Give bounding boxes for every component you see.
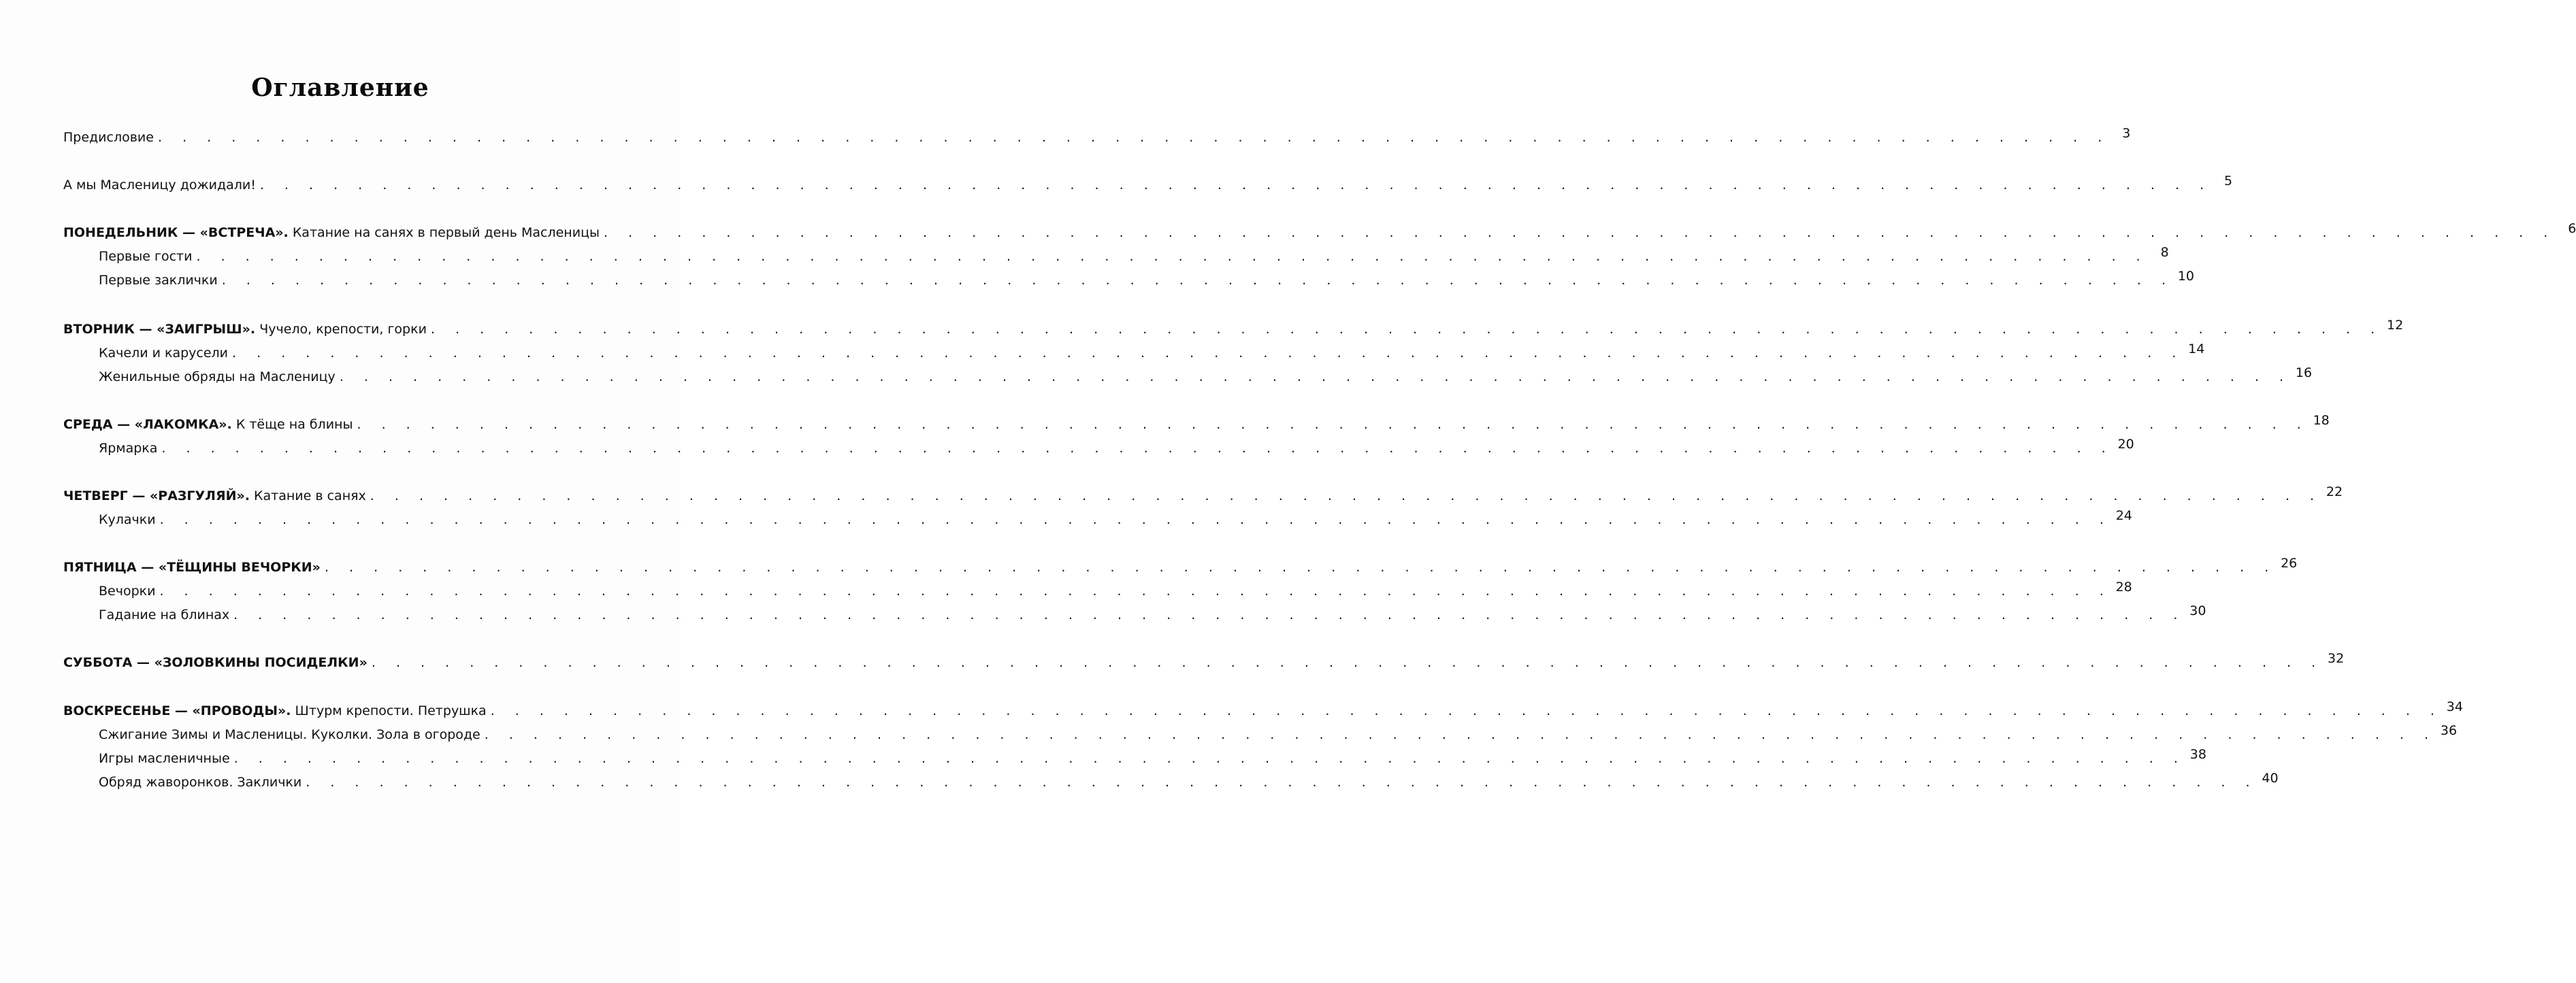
toc-entry-subtitle: К тёще на блины <box>231 417 353 432</box>
toc-entry-title <box>99 272 222 288</box>
toc-page-number: 10 <box>2177 269 2195 284</box>
toc-page-number: 8 <box>2160 245 2169 260</box>
toc-page-number: 28 <box>2115 580 2132 595</box>
toc-page-number: 14 <box>2188 341 2205 356</box>
dot-leader: . . . . . . . . . . . . . . . . . . . . . . . . . . . . . . . . . . . . . . . . . . . . . . . . . . . . . . . . . . . . . . . . . . . . . . . . . . . . . . . . <box>604 225 2556 240</box>
toc-entry-heading: ПОНЕДЕЛЬНИК — «ВСТРЕЧА». <box>63 225 289 240</box>
toc-entry[interactable] <box>63 317 2404 337</box>
toc-page-number: 32 <box>2327 651 2345 666</box>
toc-page-number: 6 <box>2568 221 2576 236</box>
toc-entry-subtitle: Катание на санях в первый день Масленицы <box>288 225 600 240</box>
toc-entry[interactable] <box>63 220 2576 241</box>
toc-page-number: 22 <box>2326 484 2343 499</box>
toc-entry-heading: СУББОТА — «ЗОЛОВКИНЫ ПОСИДЕЛКИ» <box>63 655 368 670</box>
toc-entry[interactable] <box>99 268 2195 288</box>
dot-leader: . . . . . . . . . . . . . . . . . . . . . . . . . . . . . . . . . . . . . . . . . . . . . . . . . . . . . . . . . . . . . . . . . . . . . . . . . . . . . . . . <box>221 273 2174 288</box>
toc-entry[interactable] <box>63 125 2131 146</box>
dot-leader: . . . . . . . . . . . . . . . . . . . . . . . . . . . . . . . . . . . . . . . . . . . . . . . . . . . . . . . . . . . . . . . . . . . . . . . . . . . . . . . . <box>484 727 2437 742</box>
toc-entry-heading: Первые заклички <box>99 273 218 288</box>
toc-entry-heading: Первые гости <box>99 249 193 264</box>
toc-entry-title <box>99 583 159 599</box>
toc-entry-title <box>63 488 370 504</box>
toc-entry[interactable] <box>99 507 2132 528</box>
toc-entry-subtitle: Штурм крепости. Петрушка <box>291 703 487 718</box>
dot-leader: . . . . . . . . . . . . . . . . . . . . . . . . . . . . . . . . . . . . . . . . . . . . . . . . . . . . . . . . . . . . . . . . . . . . . . . . . . . . . . . . <box>371 655 2324 670</box>
toc-entry-title <box>99 774 306 790</box>
dot-leader: . . . . . . . . . . . . . . . . . . . . . . . . . . . . . . . . . . . . . . . . . . . . . . . . . . . . . . . . . . . . . . . . . . . . . . . . . . . . . . . . <box>159 584 2112 599</box>
toc-entry-heading: СРЕДА — «ЛАКОМКА». <box>63 417 232 432</box>
toc-entry-title <box>99 440 161 456</box>
toc-entry-title <box>99 607 233 623</box>
toc-entry-title <box>63 559 325 576</box>
toc-entry[interactable] <box>99 746 2206 767</box>
dot-leader: . . . . . . . . . . . . . . . . . . . . . . . . . . . . . . . . . . . . . . . . . . . . . . . . . . . . . . . . . . . . . . . . . . . . . . . . . . . . . . . . <box>306 775 2258 790</box>
toc-entry-title <box>63 321 431 337</box>
toc-entry[interactable] <box>63 173 2233 193</box>
toc-entry-title <box>63 703 491 719</box>
toc-entry-heading: Качели и карусели <box>99 346 229 361</box>
toc-entry[interactable] <box>63 555 2298 576</box>
toc-entry-heading: ВТОРНИК — «ЗАИГРЫШ». <box>63 322 256 337</box>
toc-entry[interactable] <box>63 650 2345 671</box>
toc-page-number: 16 <box>2295 365 2313 380</box>
toc-page-number: 20 <box>2117 437 2134 452</box>
toc-entry-title <box>63 177 260 193</box>
dot-leader: . . . . . . . . . . . . . . . . . . . . . . . . . . . . . . . . . . . . . . . . . . . . . . . . . . . . . . . . . . . . . . . . . . . . . . . . . . . . . . . . <box>259 178 2213 193</box>
dot-leader: . . . . . . . . . . . . . . . . . . . . . . . . . . . . . . . . . . . . . . . . . . . . . . . . . . . . . . . . . . . . . . . . . . . . . . . . . . . . . . . . <box>357 417 2309 432</box>
toc-entry[interactable] <box>99 603 2206 623</box>
toc-entry[interactable] <box>99 244 2169 265</box>
toc-entry-title <box>63 416 357 433</box>
dot-leader: . . . . . . . . . . . . . . . . . . . . . . . . . . . . . . . . . . . . . . . . . . . . . . . . . . . . . . . . . . . . . . . . . . . . . . . . . . . . . . . . <box>232 346 2185 361</box>
toc-entry-heading: А мы Масленицу дожидали! <box>63 178 256 193</box>
toc-page-number: 24 <box>2115 508 2132 523</box>
toc-entry-heading: Ярмарка <box>99 441 158 456</box>
toc-page-number: 36 <box>2440 723 2458 738</box>
toc-entry-title <box>99 248 196 265</box>
toc-entry-heading: Вечорки <box>99 584 156 599</box>
toc-page-number: 30 <box>2189 603 2206 618</box>
toc-entry-heading: ВОСКРЕСЕНЬЕ — «ПРОВОДЫ». <box>63 703 291 718</box>
dot-leader: . . . . . . . . . . . . . . . . . . . . . . . . . . . . . . . . . . . . . . . . . . . . . . . . . . . . . . . . . . . . . . . . . . . . . . . . . . . . . . . . <box>324 560 2277 575</box>
toc-entry-heading: Предисловие <box>63 130 154 145</box>
toc-entry[interactable] <box>63 699 2463 719</box>
toc-page-number: 40 <box>2262 771 2279 786</box>
toc-entry[interactable] <box>99 579 2132 599</box>
toc-entry-heading: Кулачки <box>99 512 156 527</box>
toc-entry-title <box>63 654 372 671</box>
toc-entry[interactable] <box>99 365 2313 385</box>
toc-entry-title <box>99 512 160 528</box>
toc-entry[interactable] <box>99 770 2279 790</box>
dot-leader: . . . . . . . . . . . . . . . . . . . . . . . . . . . . . . . . . . . . . . . . . . . . . . . . . . . . . . . . . . . . . . . . . . . . . . . . . . . . . . . . <box>196 249 2149 264</box>
toc-entry-heading: Обряд жаворонков. Заклички <box>99 775 302 790</box>
dot-leader: . . . . . . . . . . . . . . . . . . . . . . . . . . . . . . . . . . . . . . . . . . . . . . . . . . . . . . . . . . . . . . . . . . . . . . . . . . . . . . . . <box>370 488 2323 503</box>
toc-page-number: 12 <box>2387 318 2404 333</box>
toc-entry-title <box>99 727 485 743</box>
toc-entry-heading: Игры масленичные <box>99 751 230 766</box>
dot-leader: . . . . . . . . . . . . . . . . . . . . . . . . . . . . . . . . . . . . . . . . . . . . . . . . . . . . . . . . . . . . . . . . . . . . . . . . . . . . . . . . <box>233 751 2186 766</box>
toc-entry-title <box>99 369 340 385</box>
toc-entry-heading: ЧЕТВЕРГ — «РАЗГУЛЯЙ». <box>63 488 250 503</box>
toc-entry-heading: Женильные обряды на Масленицу <box>99 369 336 384</box>
toc-entry[interactable] <box>63 484 2343 504</box>
toc-page-number: 5 <box>2224 173 2233 188</box>
toc-entry-title <box>63 129 158 146</box>
toc-entry-subtitle: Катание в санях <box>249 488 366 503</box>
toc-page-number: 18 <box>2313 413 2330 428</box>
dot-leader: . . . . . . . . . . . . . . . . . . . . . . . . . . . . . . . . . . . . . . . . . . . . . . . . . . . . . . . . . . . . . . . . . . . . . . . . . . . . . . . . <box>430 322 2383 337</box>
toc-entry-heading: Сжигание Зимы и Масленицы. Куколки. Зола в огороде <box>99 727 480 742</box>
dot-leader: . . . . . . . . . . . . . . . . . . . . . . . . . . . . . . . . . . . . . . . . . . . . . . . . . . . . . . . . . . . . . . . . . . . . . . . . . . . . . . . . <box>159 512 2112 527</box>
toc-entry[interactable] <box>99 722 2458 743</box>
dot-leader: . . . . . . . . . . . . . . . . . . . . . . . . . . . . . . . . . . . . . . . . . . . . . . . . . . . . . . . . . . . . . . . . . . . . . . . . . . . . . . . . <box>157 130 2110 145</box>
toc-entry[interactable] <box>99 436 2134 456</box>
toc-entry-heading: Гадание на блинах <box>99 607 230 622</box>
toc-entry[interactable] <box>99 341 2205 361</box>
dot-leader: . . . . . . . . . . . . . . . . . . . . . . . . . . . . . . . . . . . . . . . . . . . . . . . . . . . . . . . . . . . . . . . . . . . . . . . . . . . . . . . . <box>490 703 2443 718</box>
toc-entry-title <box>63 224 604 241</box>
dot-leader: . . . . . . . . . . . . . . . . . . . . . . . . . . . . . . . . . . . . . . . . . . . . . . . . . . . . . . . . . . . . . . . . . . . . . . . . . . . . . . . . <box>339 369 2292 384</box>
toc-entry-title <box>99 345 232 361</box>
toc-entry-title <box>99 750 234 767</box>
page-title: Оглавление <box>251 73 429 102</box>
toc-entry[interactable] <box>63 412 2330 433</box>
toc-page-number: 38 <box>2189 747 2206 762</box>
toc-page-number: 3 <box>2122 126 2131 141</box>
dot-leader: . . . . . . . . . . . . . . . . . . . . . . . . . . . . . . . . . . . . . . . . . . . . . . . . . . . . . . . . . . . . . . . . . . . . . . . . . . . . . . . . <box>233 607 2186 622</box>
toc-page-number: 26 <box>2281 556 2298 571</box>
toc-entry-heading: ПЯТНИЦА — «ТЁЩИНЫ ВЕЧОРКИ» <box>63 560 321 575</box>
dot-leader: . . . . . . . . . . . . . . . . . . . . . . . . . . . . . . . . . . . . . . . . . . . . . . . . . . . . . . . . . . . . . . . . . . . . . . . . . . . . . . . . <box>161 441 2114 456</box>
toc-page-number: 34 <box>2446 699 2463 714</box>
toc-entry-subtitle: Чучело, крепости, горки <box>255 322 427 337</box>
